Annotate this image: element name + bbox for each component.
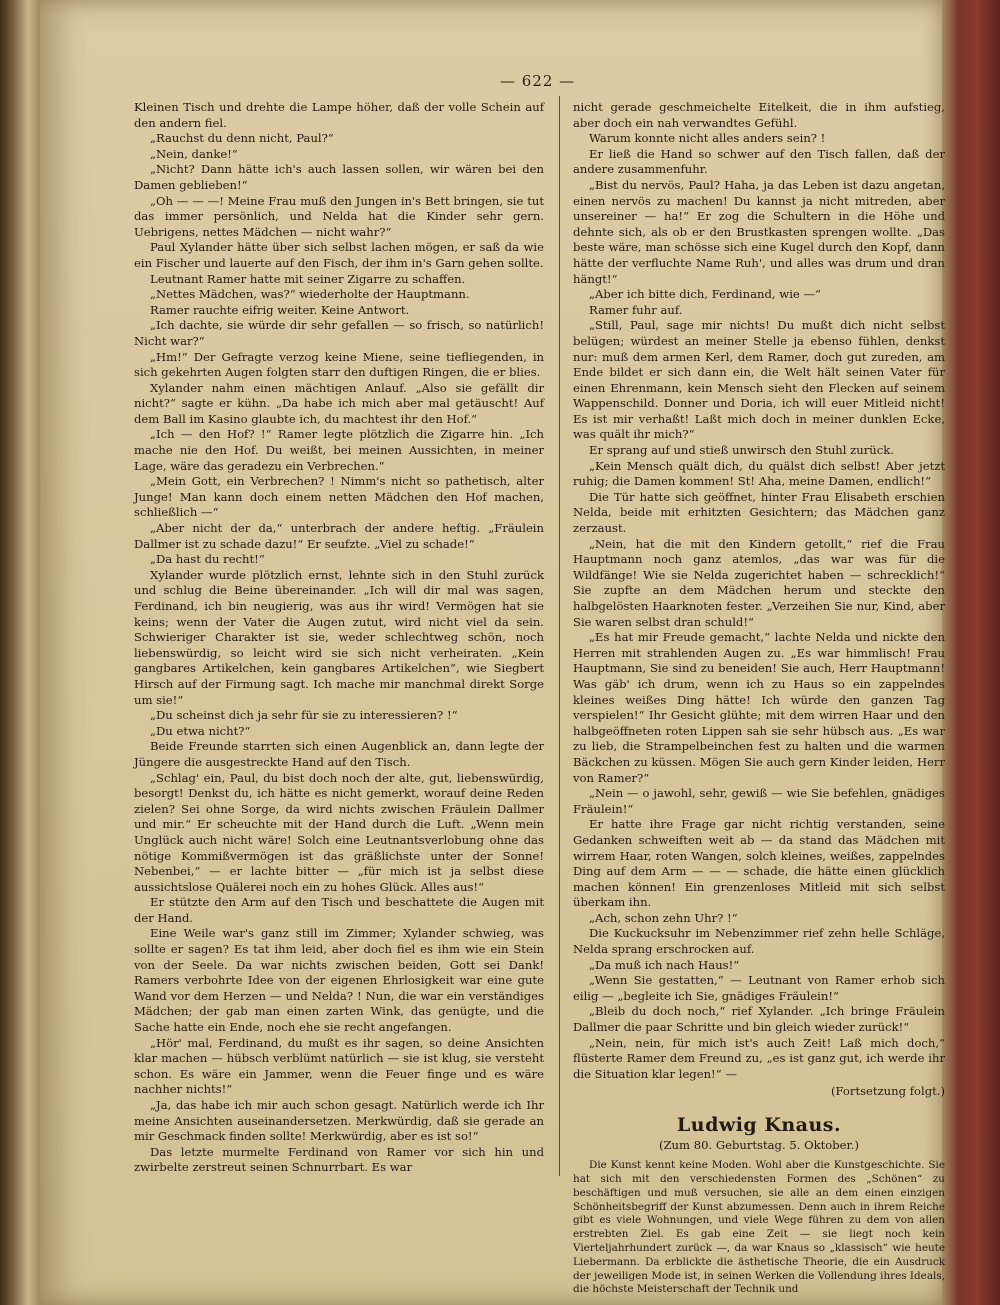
left-column <box>134 100 544 1176</box>
paragraph: Er hatte ihre Frage gar nicht richtig verstanden, seine Gedanken schweiften weit ab — da stand das Mädchen mit wirrem Haar, roten Wangen, solch kleines, weißes, zappelndes Ding auf dem Arm — — — schade, die hätte einen glücklich machen können! Ein grenzenloses Mitleid mit sich selbst überkam ihn. <box>573 817 945 910</box>
paragraph: „Es hat mir Freude gemacht,“ lachte Nelda und nickte den Herren mit strahlenden Augen zu. „Es war himmlisch! Frau Hauptmann, Sie sind zu beneiden! Sie auch, Herr Hauptmann! Was gäb' ich drum, wenn ich zu Haus so ein zappelndes kleines weißes Ding hätte! Ich würde den ganzen Tag verspielen!“ Ihr Gesicht glühte; mit dem wirren Haar und den halbgeöffneten roten Lippen sah sie sehr hübsch aus. „Es war zu lieb, die Strampelbeinchen fest zu halten und die warmen Bäckchen zu küssen. Mögen Sie auch gern Kinder leiden, Herr von Ramer?“ <box>573 630 945 785</box>
paragraph: „Aber nicht der da,“ unterbrach der andere heftig. „Fräulein Dallmer ist zu schade dazu!“ Er seufzte. „Viel zu schade!“ <box>134 521 544 551</box>
paragraph: Ramer fuhr auf. <box>589 302 683 317</box>
paragraph: Xylander wurde plötzlich ernst, lehnte sich in den Stuhl zurück und schlug die Beine übereinander. „Ich will dir mal was sagen, Ferdinand, ich bin neugierig, was aus ihr wird! Vermögen hat sie keins; wenn der Vater die Augen zutut, wird nicht viel da sein. Schwieriger Charakter ist sie, weder schlechtweg schön, noch liebenswürdig, so leicht wird sie sich nicht verheiraten. „Kein gangbares Artikelchen, kein gangbares Artikelchen“, wie Siegbert Hirsch auf der Firmung sagt. Ich mache mir manchmal direkt Sorge um sie!“ <box>134 567 544 707</box>
paragraph: Warum konnte nicht alles anders sein? ! <box>589 131 826 146</box>
paragraph: Paul Xylander hätte über sich selbst lachen mögen, er saß da wie ein Fischer und lauerte auf den Fisch, der ihm in's Garn gehen sollte. <box>134 240 544 270</box>
newspaper-page <box>40 0 945 1305</box>
paragraph: „Wenn Sie gestatten,“ — Leutnant von Ramer erhob sich eilig — „begleite ich Sie, gnädiges Fräulein!“ <box>573 973 945 1003</box>
paragraph: Die Kuckucksuhr im Nebenzimmer rief zehn helle Schläge, Nelda sprang erschrocken auf. <box>573 926 945 957</box>
paragraph: „Da hast du recht!“ <box>150 552 265 567</box>
paragraph: „Da muß ich nach Haus!“ <box>589 957 740 972</box>
paragraph: „Ach, schon zehn Uhr? !“ <box>589 910 738 925</box>
paragraph: „Aber ich bitte dich, Ferdinand, wie —“ <box>589 287 821 302</box>
paragraph: „Kein Mensch quält dich, du quälst dich selbst! Aber jetzt ruhig; die Damen kommen! St! Aha, meine Damen, endlich!“ <box>573 458 945 489</box>
column-divider <box>559 96 560 1176</box>
paragraph: „Hm!“ Der Gefragte verzog keine Miene, seine tiefliegenden, in sich gekehrten Augen folgten starr den duftigen Ringen, die er blies. <box>134 349 544 380</box>
paragraph: nicht gerade geschmeichelte Eitelkeit, die in ihm aufstieg, aber doch ein nah verwandtes Gefühl. <box>573 100 945 130</box>
book-cover-edge-right <box>942 0 1000 1305</box>
article-paragraph: Die Kunst kennt keine Moden. Wohl aber die Kunstgeschichte. Sie hat sich mit den verschiedensten Formen des „Schönen“ zu beschäftigen und muß versuchen, sie alle an dem einen einzigen Schönheitsbegriff der Kunst abzumessen. Denn auch in ihrem Reiche gibt es viele Wohnungen, und viele Wege führen zu dem von allen erstrebten Ziel. Es gab eine Zeit — sie liegt noch kein Vierteljahrhundert zurück —, da war Knaus so „klassisch“ wie heute Liebermann. Da erblickte die ästhetische Theorie, die ein Ausdruck der jeweiligen Mode ist, in seinen Werken die Vollendung ihres Ideals, die höchste Meisterschaft der Technik und <box>573 1159 945 1296</box>
article-subtitle: (Zum 80. Geburtstag. 5. Oktober.) <box>658 1137 860 1152</box>
paragraph: Eine Weile war's ganz still im Zimmer; Xylander schwieg, was sollte er sagen? Es tat ihm leid, aber doch fiel es ihm wie ein Stein von der Seele. Da war nichts zwischen beiden, Gott sei Dank! Ramers verbohrte Idee von der eigenen Ehrlosigkeit war eine gute Wand vor dem Herzen — und Nelda? ! Nun, die war ein verständiges Mädchen; der gab man einen zarten Wink, das genügte, und die Sache hatte ein Ende, noch ehe sie recht angefangen. <box>134 926 544 1035</box>
paragraph: „Hör' mal, Ferdinand, du mußt es ihr sagen, so deine Ansichten klar machen — hübsch verblümt natürlich — sie ist klug, sie versteht schon. Es wäre ein Jammer, wenn die Feuer finge und es wäre nachher nichts!“ <box>134 1035 544 1097</box>
paragraph: Ramer rauchte eifrig weiter. Keine Antwort. <box>150 302 410 317</box>
paragraph: Die Tür hatte sich geöffnet, hinter Frau Elisabeth erschien Nelda, beide mit erhitzten Gesichtern; das Mädchen ganz zerzaust. <box>573 489 945 536</box>
paragraph: „Du scheinst dich ja sehr für sie zu interessieren? !“ <box>150 708 458 723</box>
paragraph: „Oh — — —! Meine Frau muß den Jungen in's Bett bringen, sie tut das immer persönlich, und Nelda hat die Kinder sehr gern. Uebrigens, nettes Mädchen — nicht wahr?“ <box>134 193 544 239</box>
paragraph: „Ich dachte, sie würde dir sehr gefallen — so frisch, so natürlich! Nicht war?“ <box>134 318 544 348</box>
paragraph: Das letzte murmelte Ferdinand von Ramer vor sich hin und zwirbelte zerstreut seinen Schnurrbart. Es war <box>134 1144 544 1175</box>
continued-note: (Fortsetzung folgt.) <box>830 1084 945 1099</box>
paragraph: „Schlag' ein, Paul, du bist doch noch der alte, gut, liebenswürdig, besorgt! Denkst du, ich hätte es nicht gemerkt, worauf deine Reden zielen? Sei ohne Sorge, da wird nichts zwischen Fräulein Dallmer und mir.“ Er scheuchte mit der Hand durch die Luft. „Wenn mein Unglück auch nicht wäre! Solch eine Leutnantsverlobung ohne das nötige Kommißvermögen ist das gräßlichste unter der Sonne! Nebenbei,“ — er lachte bitter — „für mich ist ja selbst diese aussichtslose Quälerei noch ein zu hohes Glück. Alles aus!“ <box>134 770 544 894</box>
paragraph: Kleinen Tisch und drehte die Lampe höher, daß der volle Schein auf den andern fiel. <box>134 100 544 130</box>
paragraph: „Bist du nervös, Paul? Haha, ja das Leben ist dazu angetan, einen nervös zu machen! Du kannst ja nicht mitreden, aber unsereiner — ha!“ Er zog die Schultern in die Höhe und dehnte sich, als ob er den Brustkasten sprengen wollte. „Das beste wäre, man schösse sich eine Kugel durch den Kopf, dann hätte der verfluchte Name Ruh', und alles was drum und dran hängt!“ <box>573 177 945 286</box>
article-body <box>573 1159 945 1297</box>
paragraph: „Nein — o jawohl, sehr, gewiß — wie Sie befehlen, gnädiges Fräulein!“ <box>573 786 945 816</box>
paragraph: „Nicht? Dann hätte ich's auch lassen sollen, wir wären bei den Damen geblieben!“ <box>134 162 544 192</box>
paragraph: „Still, Paul, sage mir nichts! Du mußt dich nicht selbst belügen; würdest an meiner Stelle ja ebenso fühlen, denkst nur: muß dem armen Kerl, dem Ramer, doch gut zureden, am Ende bildet er sich dann ein, die Welt hält seinen Vater für einen Ehrenmann, kein Mensch sieht den Flecken auf seinem Wappenschild. Donner und Doria, ich will euer Mitleid nicht! Es ist mir verhaßt! Laßt mich doch in meiner dunklen Ecke, was quält ihr mich?“ <box>573 318 945 442</box>
paragraph: „Ja, das habe ich mir auch schon gesagt. Natürlich werde ich Ihr meine Ansichten auseinandersetzen. Merkwürdig, daß sie gerade an mir Geschmack finden sollte! Merkwürdig, aber es ist so!“ <box>134 1098 544 1144</box>
paragraph: „Mein Gott, ein Verbrechen? ! Nimm's nicht so pathetisch, alter Junge! Man kann doch einem netten Mädchen den Hof machen, schließlich —“ <box>134 474 544 520</box>
paragraph: Er sprang auf und stieß unwirsch den Stuhl zurück. <box>589 443 894 458</box>
paragraph: „Nein, nein, für mich ist's auch Zeit! Laß mich doch,“ flüsterte Ramer dem Freund zu, „es ist ganz gut, ich werde ihr die Situation klar legen!“ — <box>573 1035 945 1081</box>
paragraph: Beide Freunde starrten sich einen Augenblick an, dann legte der Jüngere die ausgestreckte Hand auf den Tisch. <box>134 739 544 769</box>
paragraph: „Nein, hat die mit den Kindern getollt,“ rief die Frau Hauptmann noch ganz atemlos, „das war was für die Wildfänge! Wie sie Nelda zugerichtet haben — schrecklich!“ Sie zupfte an dem Mädchen herum und steckte den halbgelösten Haarknoten fester. „Verzeihen Sie nur, Kind, aber Sie waren selbst dran schuld!“ <box>573 536 945 629</box>
book-page-edges-left <box>0 0 40 1305</box>
paragraph: „Ich — den Hof? !“ Ramer legte plötzlich die Zigarre hin. „Ich mache nie den Hof. Du weißt, bei meinen Aussichten, in meiner Lage, wäre das geradezu ein Verbrechen.“ <box>134 427 544 473</box>
right-column <box>573 100 945 1297</box>
paragraph: „Rauchst du denn nicht, Paul?“ <box>150 131 334 146</box>
paragraph: „Bleib du doch noch,“ rief Xylander. „Ich bringe Fräulein Dallmer die paar Schritte und bin gleich wieder zurück!“ <box>573 1004 945 1035</box>
paragraph: „Nettes Mädchen, was?“ wiederholte der Hauptmann. <box>150 287 470 302</box>
page-number: — 622 — <box>500 72 576 90</box>
paragraph: Xylander nahm einen mächtigen Anlauf. „Also sie gefällt dir nicht?“ sagte er kühn. „Da habe ich mich aber mal getäuscht! Auf dem Ball im Kasino glaubte ich, du machtest ihr den Hof.“ <box>134 380 544 426</box>
paragraph: „Du etwa nicht?“ <box>150 723 251 738</box>
paragraph: „Nein, danke!“ <box>150 146 238 161</box>
paragraph: Er stützte den Arm auf den Tisch und beschattete die Augen mit der Hand. <box>134 895 544 925</box>
paragraph: Er ließ die Hand so schwer auf den Tisch fallen, daß der andere zusammenfuhr. <box>573 146 945 177</box>
paragraph: Leutnant Ramer hatte mit seiner Zigarre zu schaffen. <box>150 271 466 286</box>
article-title: Ludwig Knaus. <box>676 1114 842 1136</box>
